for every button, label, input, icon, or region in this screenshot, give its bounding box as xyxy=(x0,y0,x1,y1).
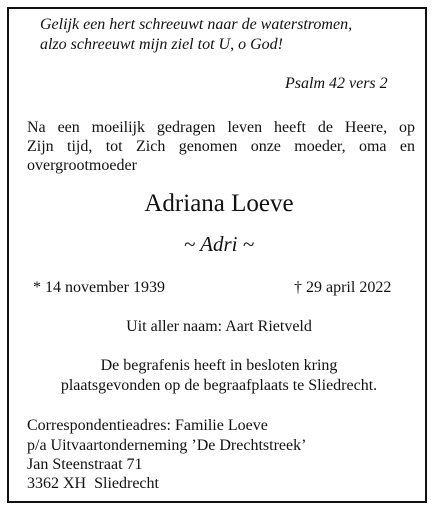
correspondence-street: Jan Steenstraat 71 xyxy=(27,456,143,473)
intro-line-3: overgrootmoeder xyxy=(27,157,137,174)
verse-line-1: Gelijk een hert schreeuwt naar de waterstromen, xyxy=(40,16,353,33)
funeral-line-1: De begrafenis heeft in besloten kring xyxy=(100,357,338,374)
intro-line-2: Zijn tijd, tot Zich genomen onze moeder, oma en xyxy=(27,138,415,155)
signed-by: Uit aller naam: Aart Rietveld xyxy=(126,318,312,335)
correspondence-postal-city: 3362 XH Sliedrecht xyxy=(27,475,159,492)
correspondence-line-2: p/a Uitvaartonderneming ’De Drechtstreek’ xyxy=(27,437,307,454)
correspondence-line-1: Correspondentieadres: Familie Loeve xyxy=(27,417,268,434)
death-date: † 29 april 2022 xyxy=(294,279,392,296)
funeral-line-2: plaatsgevonden op de begraafplaats te Sliedrecht. xyxy=(60,377,378,394)
deceased-nickname: ~ Adri ~ xyxy=(183,232,255,256)
verse-reference: Psalm 42 vers 2 xyxy=(285,75,388,92)
birth-date: * 14 november 1939 xyxy=(33,279,165,296)
intro-line-1: Na een moeilijk gedragen leven heeft de Heere, op xyxy=(27,119,415,136)
verse-line-2: alzo schreeuwt mijn ziel tot U, o God! xyxy=(40,36,283,53)
death-notice-frame xyxy=(7,7,427,503)
deceased-name: Adriana Loeve xyxy=(144,190,294,217)
